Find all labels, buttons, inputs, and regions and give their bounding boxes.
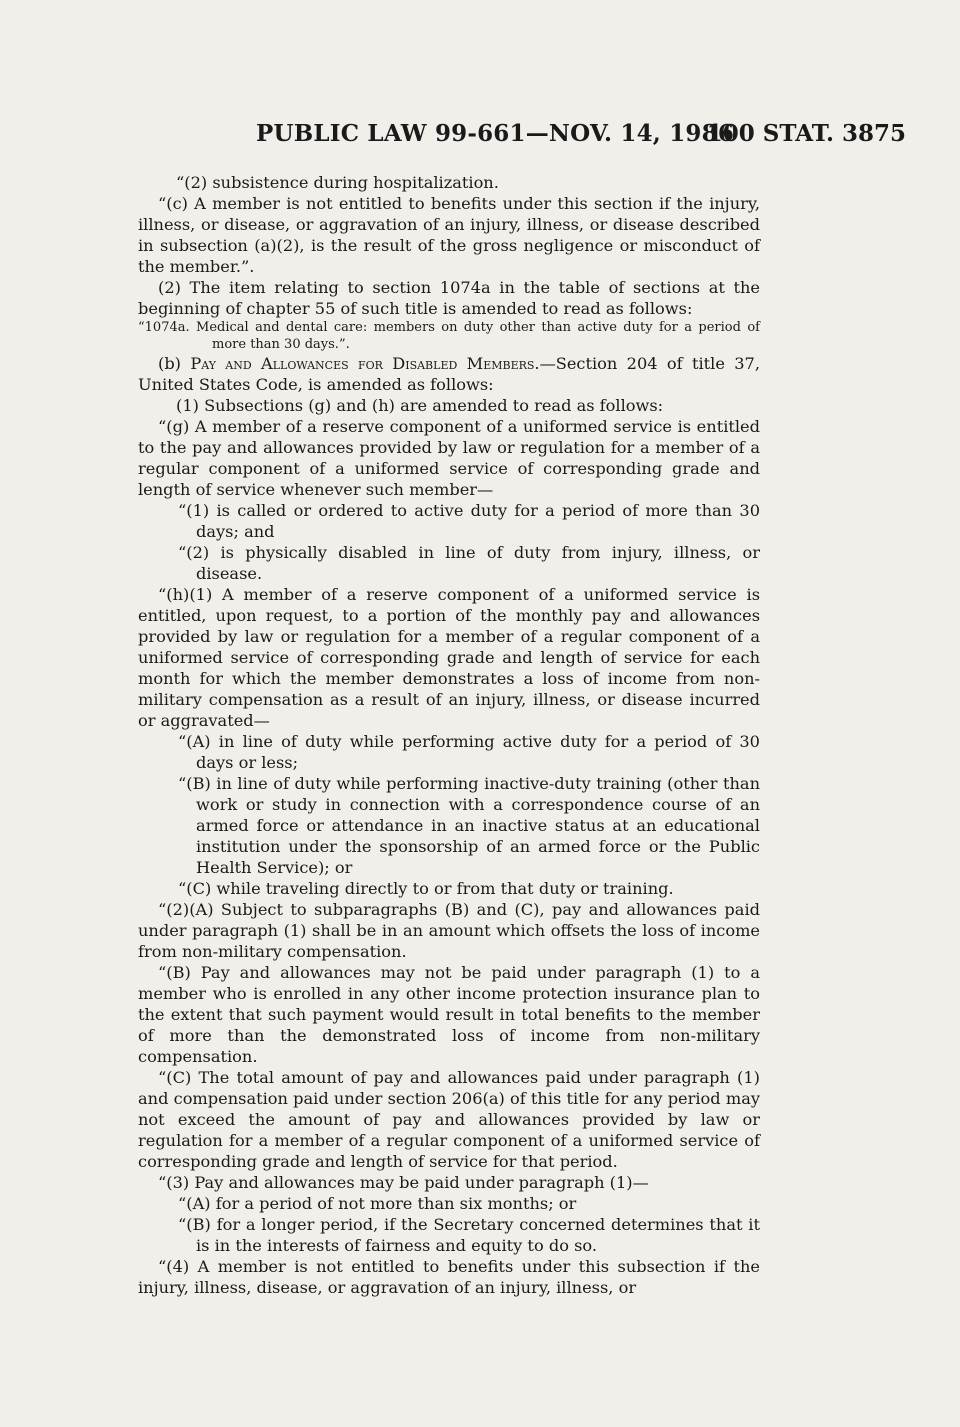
header-stat-page: 100 STAT. 3875: [706, 120, 906, 147]
paragraph: “(c) A member is not entitled to benefits under this section if the injury, illness, or disease, or aggravation of an injury, illness, or disease described in subsection (a)(2), is the result of the gross negligence or misconduct of the member.”.: [138, 194, 760, 276]
subsection-heading: [138, 353, 760, 395]
header-title: PUBLIC LAW 99-661—NOV. 14, 1986: [256, 120, 735, 147]
paragraph: “(B) for a longer period, if the Secretary concerned determines that it is in the interests of fairness and equity to do so.: [178, 1215, 760, 1255]
paragraph: “(C) while traveling directly to or from that duty or training.: [178, 879, 674, 898]
paragraph: “(2) subsistence during hospitalization.: [176, 173, 499, 192]
paragraph: (1) Subsections (g) and (h) are amended to read as follows:: [176, 396, 664, 415]
paragraph: “(g) A member of a reserve component of a uniformed service is entitled to the pay and allowances provided by law or regulation for a member of a regular component of a uniformed service of corresponding grade and length of service whenever such member—: [138, 417, 760, 499]
paragraph: “(h)(1) A member of a reserve component of a uniformed service is entitled, upon request, to a portion of the monthly pay and allowances provided by law or regulation for a member of a regular component of a uniformed service of corresponding grade and length of service for each month for which the member demonstrates a loss of income from non-military compensation as a result of an injury, illness, or disease incurred or aggravated—: [138, 585, 760, 730]
subsection-label: (b): [158, 354, 191, 373]
paragraph: “(A) for a period of not more than six months; or: [178, 1194, 577, 1213]
subsection-text: —Section 204 of title 37, United States Code, is amended as follows:: [138, 354, 761, 394]
paragraph: “(A) in line of duty while performing active duty for a period of 30 days or less;: [178, 732, 760, 772]
subsection-title: Pay and Allowances for Disabled Members.: [190, 354, 540, 373]
paragraph: (2) The item relating to section 1074a in the table of sections at the beginning of chapter 55 of such title is amended to read as follows:: [138, 278, 760, 318]
paragraph: “(C) The total amount of pay and allowances paid under paragraph (1) and compensation paid under section 206(a) of this title for any period may not exceed the amount of pay and allowances provided by law or regulation for a member of a regular component of a uniformed service of corresponding grade and length of service for that period.: [138, 1068, 760, 1171]
paragraph: “(3) Pay and allowances may be paid under paragraph (1)—: [158, 1173, 649, 1192]
paragraph: “(1) is called or ordered to active duty for a period of more than 30 days; and: [178, 501, 760, 541]
paragraph: “(B) Pay and allowances may not be paid under paragraph (1) to a member who is enrolled in any other income protection insurance plan to the extent that such payment would result in total benefits to the member of more than the demonstrated loss of income from non-military compensation.: [138, 963, 760, 1066]
body-text: [138, 172, 760, 1298]
paragraph: “(4) A member is not entitled to benefits under this subsection if the injury, illness, disease, or aggravation of an injury, illness, or: [138, 1257, 760, 1297]
paragraph: “(2) is physically disabled in line of duty from injury, illness, or disease.: [178, 543, 760, 583]
paragraph: “(2)(A) Subject to subparagraphs (B) and (C), pay and allowances paid under paragraph (1) shall be in an amount which offsets the loss of income from non-military compensation.: [138, 900, 760, 961]
paragraph: “(B) in line of duty while performing inactive-duty training (other than work or study in connection with a correspondence course of an armed force or attendance in an inactive status at an educational institution under the sponsorship of an armed force or the Public Health Service); or: [178, 774, 760, 877]
table-of-sections-entry: “1074a. Medical and dental care: members on duty other than active duty for a period of more than 30 days.”.: [138, 320, 760, 352]
page-header: [138, 114, 906, 154]
